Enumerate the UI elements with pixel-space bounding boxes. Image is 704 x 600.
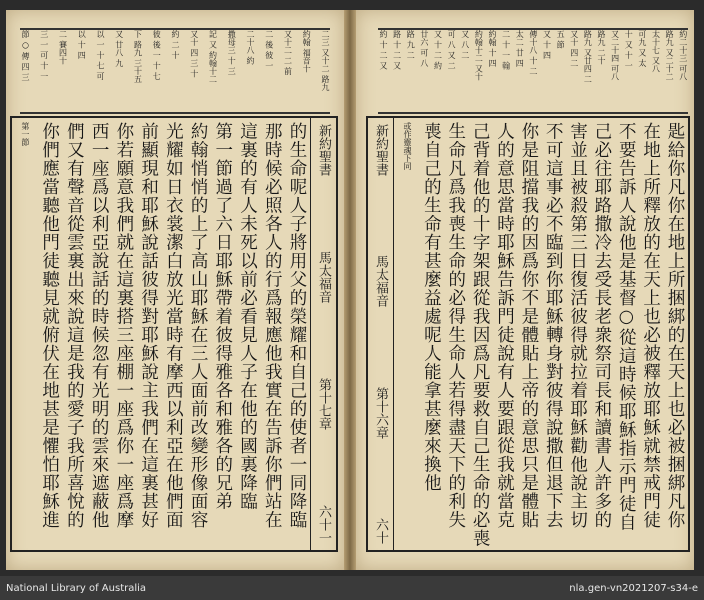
text-column: 不要告訴人說他是基督○從這時候耶穌指示門徒自 <box>616 122 637 532</box>
text-column: 你若願意我們就在這裏搭三座棚一座爲你一座爲摩 <box>113 122 134 529</box>
right-text-block <box>366 116 690 552</box>
reference-note: 太十七 又八 <box>651 30 661 73</box>
reference-note: 路九 又二十二 <box>665 30 675 81</box>
reference-note: 又十二 二 前 <box>283 30 293 76</box>
text-column: 喪自己的生命有甚麼益處呢人能拿甚麼來換他 <box>421 122 442 492</box>
viewer-footer <box>0 576 704 600</box>
reference-note: 撒母三 十 三 <box>227 30 237 76</box>
text-column: 害並且被殺第三日復活彼得就拉着耶穌勸他說主切 <box>567 122 588 529</box>
note-column <box>14 122 36 546</box>
left-book-name: 馬太福音 <box>316 251 331 303</box>
reference-note: 又十 四 二 <box>569 30 579 68</box>
reference-note: 約翰 十 四 <box>488 30 497 68</box>
reference-note: 節 ○ 傳 四 三 <box>21 30 30 82</box>
text-column: 生命凡爲我喪生命的必得生命人若得盡天下的利失 <box>445 122 466 529</box>
reference-note: 二 十 一 翰 <box>501 30 511 70</box>
right-page-number: 六十 <box>373 517 388 544</box>
reference-note: 以 一 十 七 可 <box>96 30 105 81</box>
reference-note: 路 十 二 又 <box>392 30 402 70</box>
reference-note: 路 九 二 <box>406 30 416 60</box>
text-column: 不可這事必不臨到你耶穌轉身對彼得說撒但退下去 <box>543 122 564 529</box>
left-text-block <box>10 116 338 552</box>
text-column: 第一節過了六日耶穌帶着彼得雅各和雅各的兄弟 <box>212 122 233 511</box>
left-chapter: 第十七章 <box>316 378 331 430</box>
text-column: 前顯現和耶穌說話彼得對耶穌說主我們在這裏甚好 <box>138 122 159 529</box>
reference-note: 二三 又十二 路九 <box>321 30 330 92</box>
text-column: 己必往耶路撒冷去受長老衆祭司長和讀書人許多的 <box>591 122 612 529</box>
right-inner-margin <box>368 118 394 550</box>
left-reference-notes <box>20 28 330 114</box>
reference-note: 下 路九 三十五 <box>133 30 143 84</box>
text-column: 這裏的有人未死以前必看見人子在他的國裏降臨 <box>237 122 258 511</box>
reference-note: 又 十 四 <box>542 30 552 60</box>
reference-note: 二 賽四十 <box>58 30 68 65</box>
text-column: 人的意思當時耶穌告訴門徒說有人要跟從我就當克 <box>494 122 515 529</box>
text-column: 匙給你凡你在地上所捆綁的在天上也必被捆綁凡你 <box>665 122 685 529</box>
reference-note: 約翰十二 又十 <box>474 30 484 81</box>
reference-note: 約二十三 可八 <box>678 30 688 81</box>
reference-note: 約 二 十 <box>171 30 180 60</box>
reference-note: 約翰 福音十 <box>302 30 312 73</box>
reference-note: 五 節 <box>556 30 566 49</box>
left-page-number: 六十一 <box>316 505 331 544</box>
reference-note: 可九 又 太 <box>637 30 647 68</box>
text-column: 們又有聲音從雲裏出來說這是我的愛子我所喜悅的 <box>64 122 85 529</box>
book-gutter <box>344 10 356 570</box>
reference-note: 十 又 十 一 <box>624 30 634 70</box>
left-body-columns <box>12 118 310 550</box>
right-page-title: 新約聖書 <box>373 124 388 176</box>
right-book-name: 馬太福音 <box>373 255 388 308</box>
reference-note: 又 八 二 <box>460 30 470 60</box>
reference-note: 路九 二十 <box>597 30 606 65</box>
reference-note: 以 十 四 <box>77 30 87 60</box>
reference-note: 路九 又廿四 二 <box>583 30 593 84</box>
reference-note: 又 廿八 九 <box>114 30 124 68</box>
reference-note: 又十 四 三 十 <box>189 30 199 78</box>
text-column: 的生命呢人子將用父的榮耀和自己的使者一同降臨 <box>287 122 307 529</box>
reference-note: 三 一 可 十 一 <box>39 30 49 81</box>
item-identifier: nla.gen-vn2021207-s34-e <box>569 582 698 594</box>
reference-note: 廿六 可 八 <box>419 30 429 68</box>
left-outer-margin <box>310 118 336 550</box>
library-credit: National Library of Australia <box>6 582 147 594</box>
reference-note: 又 十 二 約 <box>433 30 443 70</box>
text-column: 你們應當聽他門徒聽見就俯伏在地甚是懼怕耶穌進 <box>39 122 60 529</box>
reference-note: 二十八 約 <box>246 30 255 65</box>
reference-note: 彼 後 一 十 七 <box>152 30 162 81</box>
text-column: 光耀如日衣裳潔白放光當時有摩西以利亞在他們面 <box>163 122 184 529</box>
reference-note: 太二 廿 四 <box>515 30 525 68</box>
text-column: 西一座爲以利亞說話的時候忽有光明的雲來遮蔽他 <box>89 122 110 529</box>
reference-note: 記 又 約翰十二 <box>208 30 218 84</box>
interlinear-note: 第一節 <box>20 122 30 146</box>
text-column: 你是阻擋我的因爲你不是體貼上帝的意思只是體貼 <box>518 122 539 529</box>
note-column <box>396 122 418 546</box>
text-column: 那時候必照各人的行爲報應他我實在告訴你們站在 <box>262 122 283 529</box>
reference-note: 傳十八 十 二 <box>528 30 538 76</box>
reference-note: 約 十 二 又 <box>379 30 388 70</box>
right-chapter: 第十六章 <box>373 386 388 439</box>
reference-note: 可 八 又 二 <box>447 30 457 70</box>
reference-note: 又二十四 可八 <box>610 30 620 81</box>
text-column: 在地上所釋放的在天上也必被釋放耶穌就禁戒門徒 <box>640 122 661 529</box>
reference-note: 二 後 彼 一 <box>264 30 274 70</box>
interlinear-note: 或作靈魂下同 <box>403 122 413 170</box>
text-column: 己背着他的十字架跟從我因爲凡要救自己生命的必喪 <box>470 122 491 548</box>
left-page-title: 新約聖書 <box>316 124 331 176</box>
right-reference-notes <box>378 28 688 114</box>
text-column: 約翰悄悄的上了高山耶穌在三人面前改變形像面容 <box>188 122 209 529</box>
right-body-columns <box>394 118 688 550</box>
